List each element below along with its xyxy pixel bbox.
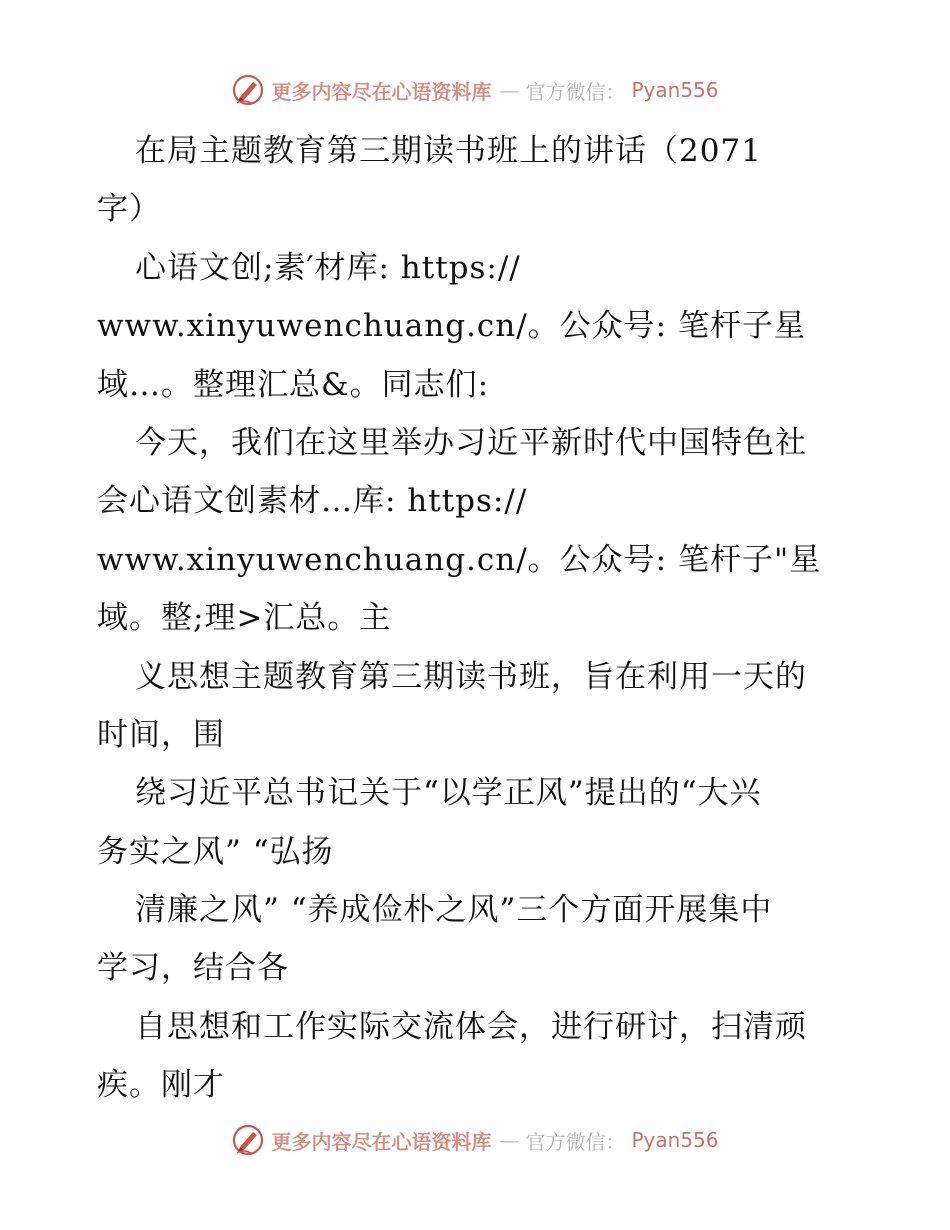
text-line: 域。整;理>汇总。主 <box>97 600 392 637</box>
pen-logo-icon <box>231 1123 265 1157</box>
text-line: 心语文创;素′材库: https:// <box>135 249 521 286</box>
header-banner <box>0 68 950 112</box>
document-body <box>97 122 857 1115</box>
banner-wechat-id: Pyan556 <box>631 78 719 102</box>
text-line: 学习，结合各 <box>97 950 289 987</box>
banner-official-label: 官方微信： <box>525 79 626 104</box>
banner-official-label: 官方微信： <box>525 1129 626 1154</box>
banner-main-text: 更多内容尽在心语资料库 <box>271 1129 492 1154</box>
text-line: 字） <box>97 191 161 228</box>
text-line: www.xinyuwenchuang.cn/。公众号: 笔杆子"星 <box>97 541 822 578</box>
text-line: 义思想主题教育第三期读书班，旨在利用一天的 <box>135 658 807 695</box>
footer-banner <box>0 1118 950 1162</box>
text-line: 绕习近平总书记关于“以学正风”提出的“大兴 <box>135 775 762 812</box>
text-line: 清廉之风” “养成俭朴之风”三个方面开展集中 <box>135 892 773 929</box>
banner-main-text: 更多内容尽在心语资料库 <box>271 79 492 104</box>
text-line: 时间，围 <box>97 716 225 753</box>
text-line: 务实之风” “弘扬 <box>97 833 334 870</box>
banner-wechat-id: Pyan556 <box>631 1128 719 1152</box>
banner-dash: — <box>499 1128 518 1152</box>
text-line: 会心语文创素材…库: https:// <box>97 483 528 520</box>
text-line: 今天，我们在这里举办习近平新时代中国特色社 <box>135 424 807 461</box>
text-line: 疾。刚才 <box>97 1067 225 1104</box>
text-line: 域…。整理汇总&。同志们: <box>97 366 490 403</box>
banner-dash: — <box>499 78 518 102</box>
text-line: www.xinyuwenchuang.cn/。公众号: 笔杆子星 <box>97 308 806 345</box>
text-line: 自思想和工作实际交流体会，进行研讨，扫清顽 <box>135 1008 807 1045</box>
pen-logo-icon <box>231 73 265 107</box>
text-line: 在局主题教育第三期读书班上的讲话（2071 <box>135 133 762 169</box>
